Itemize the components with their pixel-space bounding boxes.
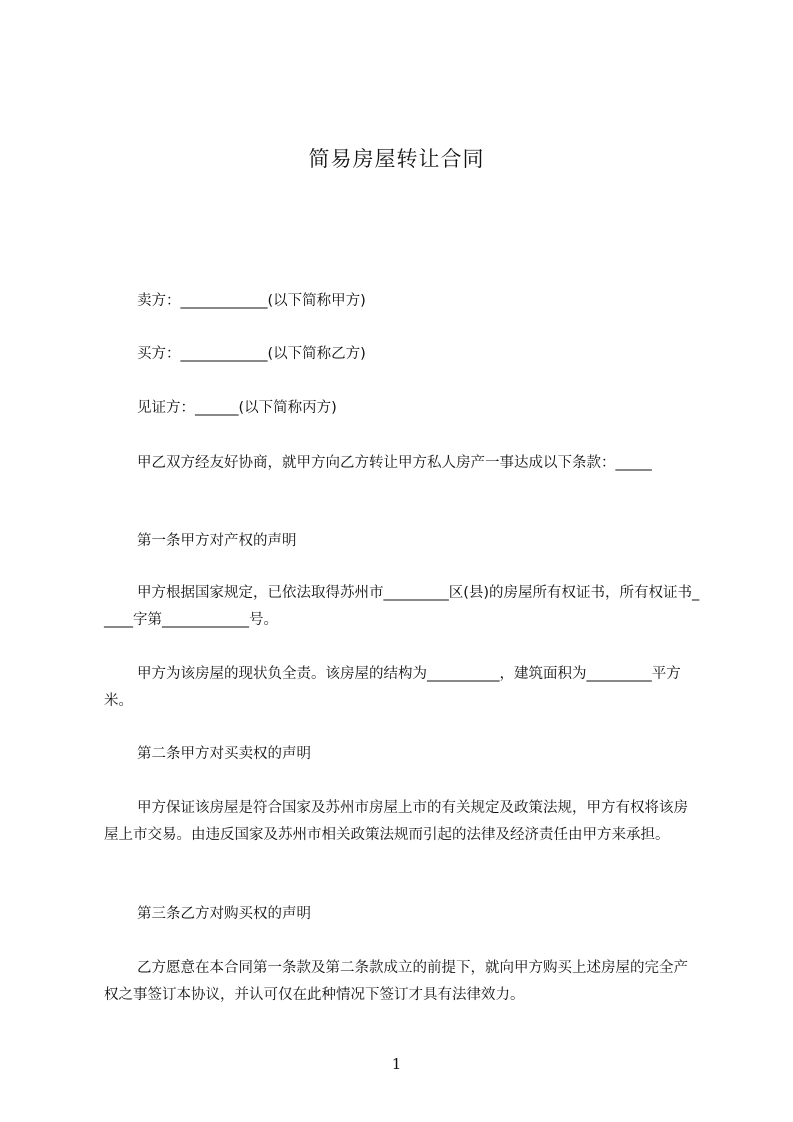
buyer-line: 买方：____________(以下简称乙方): [137, 346, 366, 362]
clause-2-paragraph: 甲方保证该房屋是符合国家及苏州市房屋上市的有关规定及政策法规，甲方有权将该房屋上市交易。由违反国家及苏州市相关政策法规而引起的法律及经济责任由甲方来承担。: [104, 800, 688, 843]
document-title: 简易房屋转让合同: [308, 147, 485, 171]
clause-3-heading: 第三条乙方对购买权的声明: [137, 906, 311, 922]
clause-2-heading: 第二条甲方对买卖权的声明: [137, 746, 311, 762]
page-number: 1: [391, 1055, 402, 1073]
witness-line: 见证方：______(以下简称丙方): [137, 400, 337, 416]
clause-3-paragraph: 乙方愿意在本合同第一条款及第二条款成立的前提下，就向甲方购买上述房屋的完全产权之事签订本协议，并认可仅在此种情况下签订才具有法律效力。: [104, 960, 688, 1003]
clause-1-paragraph-2: 甲方为该房屋的现状负全责。该房屋的结构为__________，建筑面积为_________平方米。: [104, 666, 681, 709]
seller-line: 卖方：____________(以下简称甲方): [137, 293, 366, 309]
intro-paragraph: 甲乙双方经友好协商，就甲方向乙方转让甲方私人房产一事达成以下条款：_____: [137, 455, 652, 471]
clause-1-paragraph-1: 甲方根据国家规定，已依法取得苏州市_________区(县)的房屋所有权证书，所有权证书_____字第____________号。: [104, 585, 700, 628]
clause-1-heading: 第一条甲方对产权的声明: [137, 533, 297, 549]
